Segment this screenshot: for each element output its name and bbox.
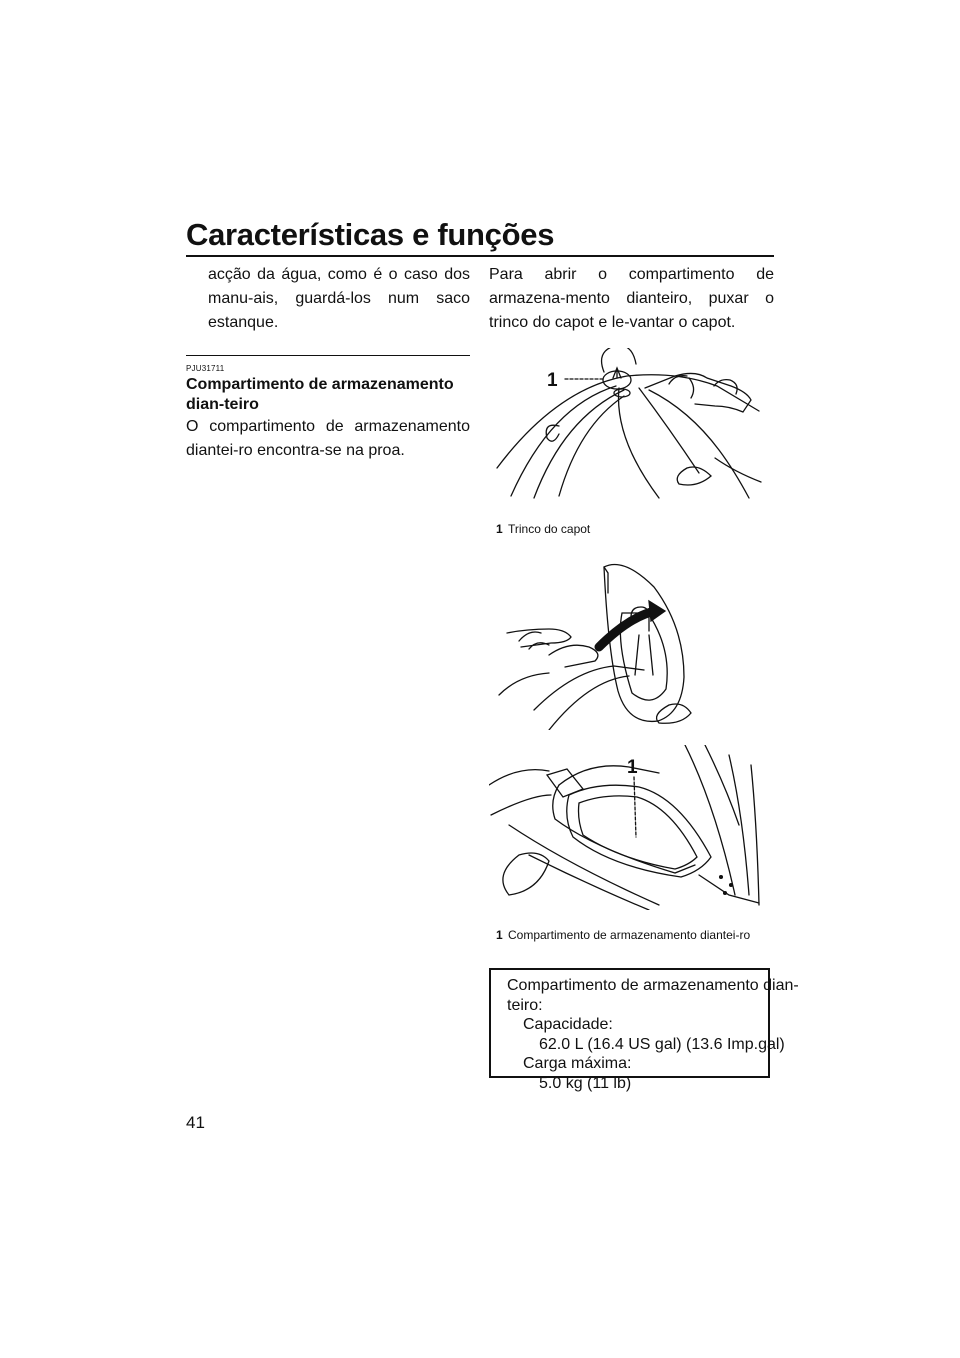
figure-hood-latch-callout: 1 [547, 370, 558, 391]
spec-box [489, 968, 799, 1092]
figure-storage-callout: 1 [627, 757, 638, 778]
figure-storage-caption [496, 928, 763, 942]
watercraft-deck-outline [497, 375, 759, 468]
instruction-paragraph: Para abrir o compartimento de armazena-mento dianteiro, puxar o trinco do capot e le-vantar o capot. [489, 266, 774, 331]
section-heading: Compartimento de armazenamento dian-teiro [186, 376, 454, 413]
right-column [489, 263, 774, 335]
lift-arrow-head-icon [649, 601, 665, 621]
hood-outline [604, 565, 684, 722]
section-code: PJU31711 [186, 364, 225, 373]
handlebar [645, 373, 751, 412]
spec-max-load-label: Carga máxima: [523, 1055, 632, 1072]
page-title: Características e funções [186, 217, 555, 252]
page-number: 41 [186, 1113, 205, 1132]
spec-capacity-label: Capacidade: [523, 1016, 613, 1033]
caption-text: Trinco do capot [508, 522, 591, 536]
title-rule [186, 255, 774, 257]
figure-lifting-hood [489, 555, 774, 730]
figure-storage-compartment [489, 745, 774, 910]
spec-title-line2: teiro: [507, 996, 543, 1014]
hand-outline [507, 629, 571, 647]
left-column [186, 263, 470, 463]
spec-capacity-value: 62.0 L (16.4 US gal) (13.6 Imp.gal) [539, 1035, 785, 1053]
caption-text: Compartimento de armazenamento diantei-ro [508, 928, 751, 942]
figure-hood-latch-caption [496, 522, 590, 536]
caption-number: 1 [496, 522, 503, 536]
continued-paragraph: acção da água, como é o caso dos manu-ais, guardá-los num saco estanque. [208, 266, 470, 331]
spec-title-line1: Compartimento de armazenamento dian- [507, 977, 799, 994]
caption-number: 1 [496, 928, 503, 942]
section-body: O compartimento de armazenamento diantei-ro encontra-se na proa. [186, 418, 470, 459]
latch-arrow-icon [613, 368, 621, 378]
section-divider [186, 355, 470, 356]
figure-hood-latch [489, 348, 774, 508]
spec-max-load-value: 5.0 kg (11 lb) [539, 1074, 632, 1092]
